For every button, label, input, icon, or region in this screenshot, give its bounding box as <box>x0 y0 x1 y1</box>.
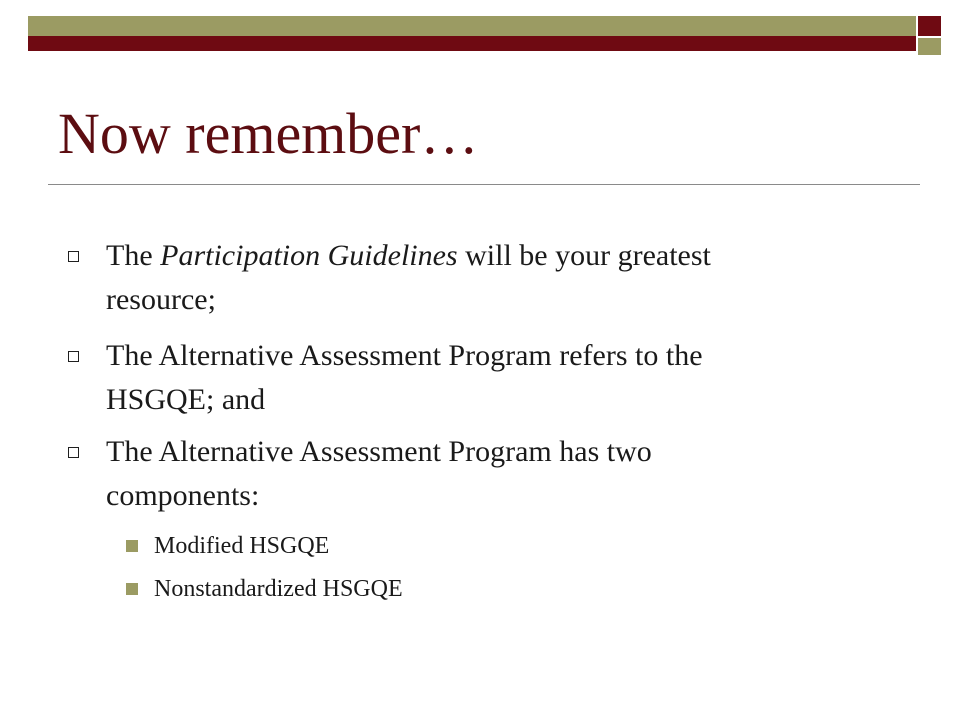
sub-item-text: Modified HSGQE <box>154 533 330 559</box>
bullet-line-2: resource; <box>106 283 216 316</box>
corner-square-maroon <box>918 16 941 36</box>
hollow-square-bullet-icon <box>68 351 79 362</box>
filled-square-bullet-icon <box>126 540 138 552</box>
bullet-text <box>106 234 866 322</box>
sub-item-text: Nonstandardized HSGQE <box>154 576 403 602</box>
bullet-text <box>106 334 866 422</box>
hollow-square-bullet-icon <box>68 447 79 458</box>
bullet-emphasis: Participation Guidelines <box>160 239 458 272</box>
title-divider <box>48 184 920 185</box>
bullet-line-1 <box>106 234 866 278</box>
top-bar-olive <box>28 16 916 36</box>
top-bar-maroon <box>28 36 916 51</box>
slide-title: Now remember… <box>58 101 479 166</box>
bullet-line-2: HSGQE; and <box>106 383 266 416</box>
bullet-line-1: The Alternative Assessment Program has two <box>106 435 652 468</box>
bullet-line-1: The Alternative Assessment Program refers to the <box>106 339 703 372</box>
filled-square-bullet-icon <box>126 583 138 595</box>
bullet-line-rest: will be your greatest <box>457 239 711 272</box>
bullet-line-2: components: <box>106 479 260 512</box>
bullet-text <box>106 430 866 518</box>
bullet-lead: The <box>106 239 161 272</box>
hollow-square-bullet-icon <box>68 251 79 262</box>
corner-square-olive <box>918 38 941 55</box>
